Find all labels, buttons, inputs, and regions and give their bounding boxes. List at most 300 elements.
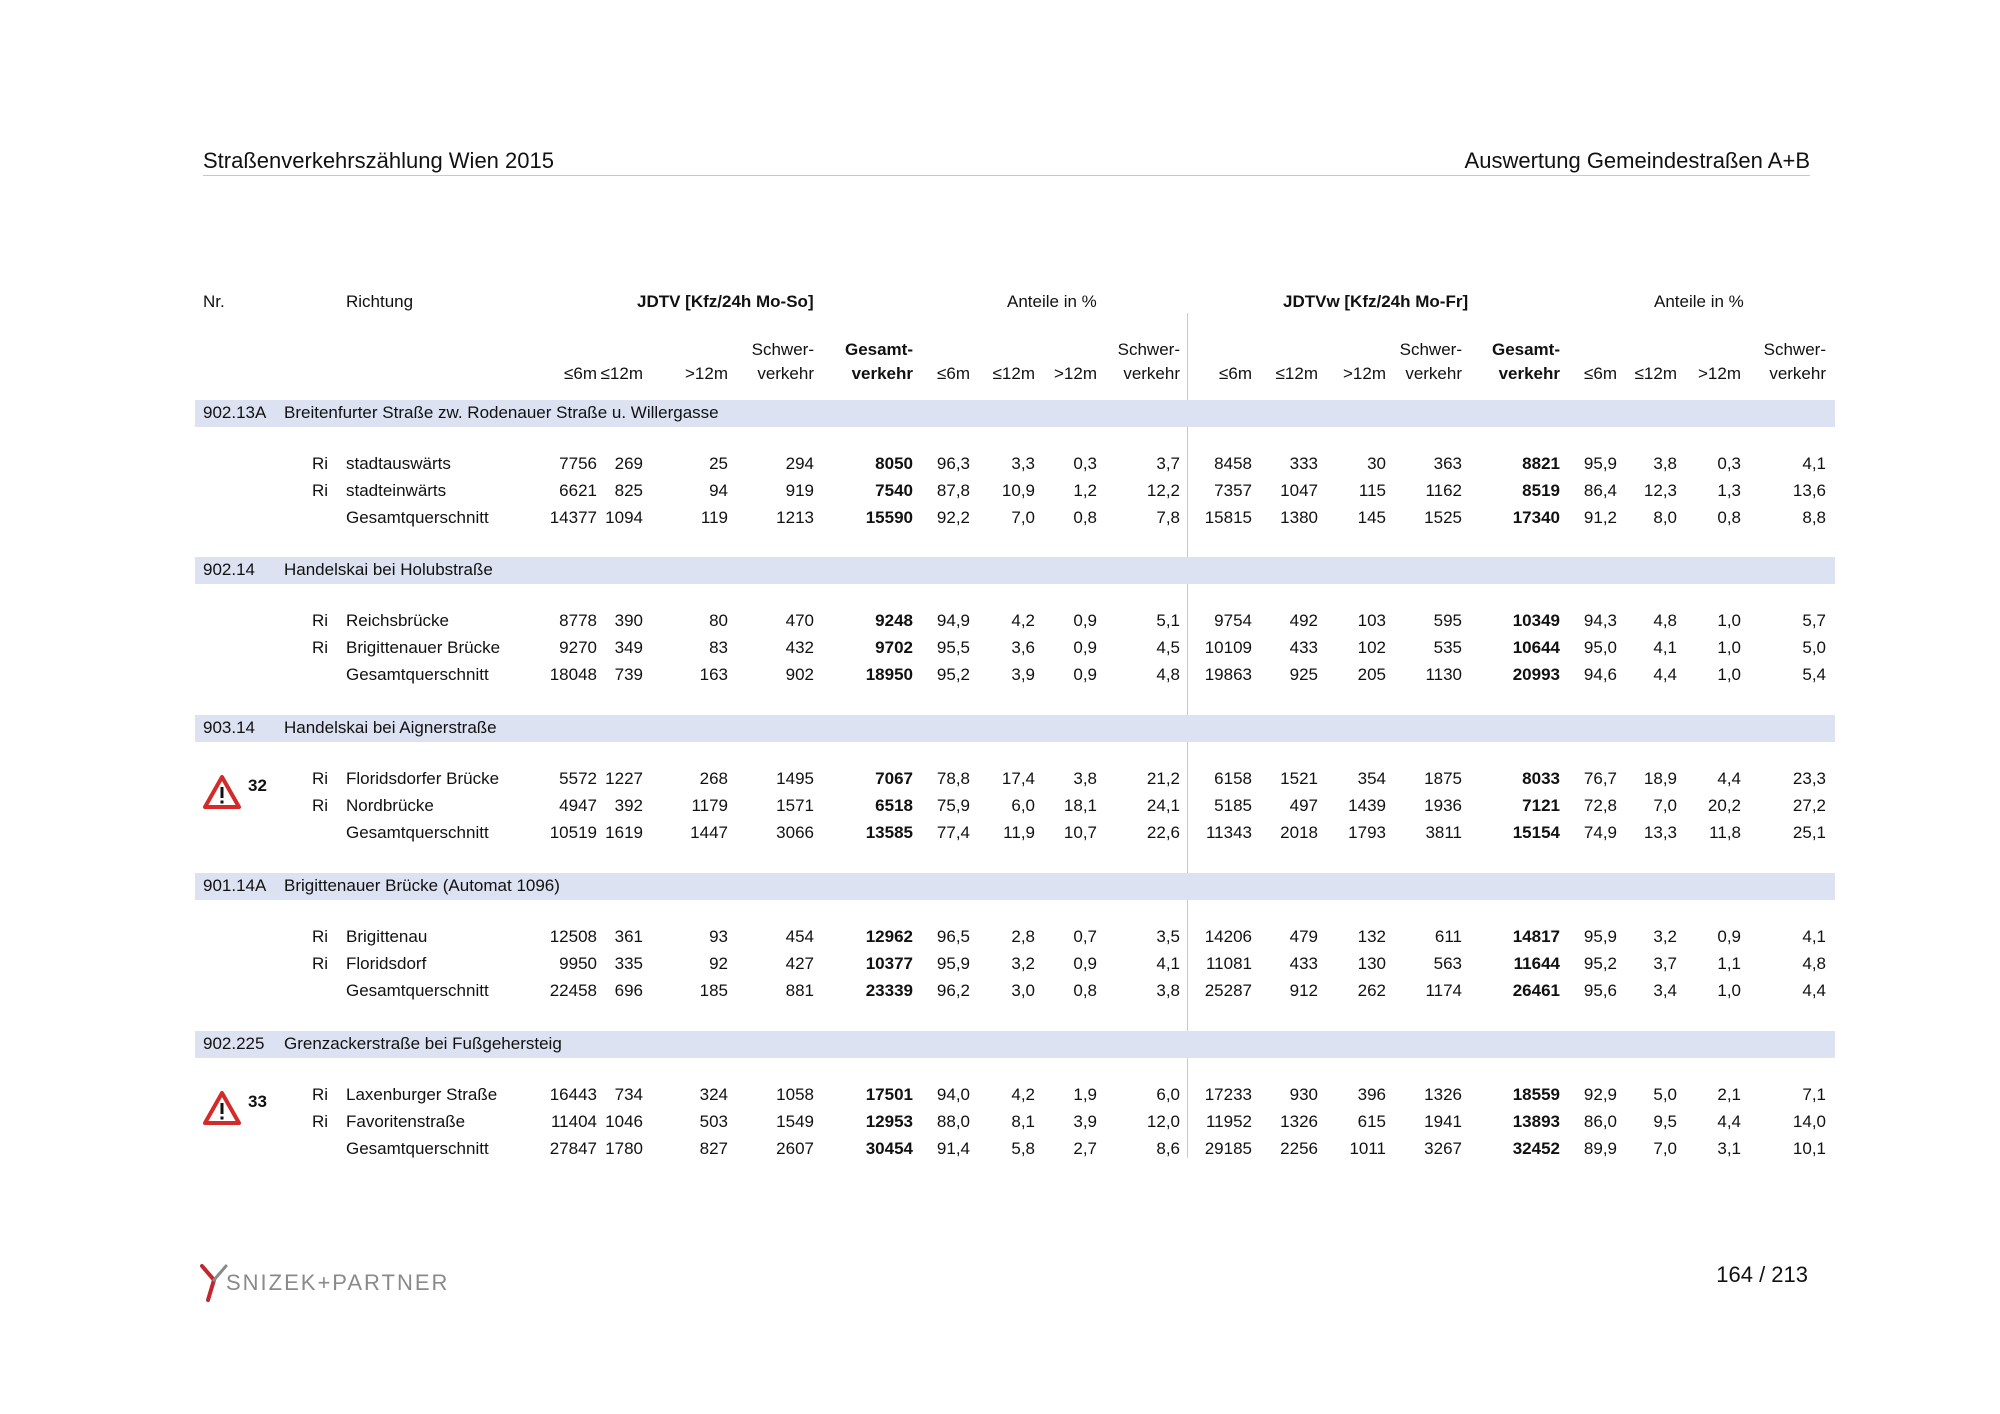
row-value-col5: 96,2 xyxy=(936,981,970,1000)
row-value-col11: 132 xyxy=(1357,927,1386,946)
row-value-col3: 902 xyxy=(785,665,814,684)
row-value-col0: 18048 xyxy=(549,665,597,684)
row-value-col10: 1326 xyxy=(1280,1112,1318,1131)
row-value-col6: 4,2 xyxy=(1011,611,1035,630)
row-value-col9: 10109 xyxy=(1204,638,1252,657)
row-value-col3: 432 xyxy=(785,638,814,657)
row-value-col7: 1,9 xyxy=(1073,1085,1097,1104)
row-value-col13: 7121 xyxy=(1522,796,1560,815)
table-row xyxy=(195,1083,1835,1109)
row-value-col13: 32452 xyxy=(1512,1139,1560,1158)
row-value-col5: 96,5 xyxy=(936,927,970,946)
row-value-col5: 87,8 xyxy=(936,481,970,500)
row-value-col16: 20,2 xyxy=(1707,796,1741,815)
row-value-col11: 396 xyxy=(1357,1085,1386,1104)
row-value-col12: 563 xyxy=(1433,954,1462,973)
row-value-col12: 363 xyxy=(1433,454,1462,473)
row-value-col12: 611 xyxy=(1434,927,1462,946)
row-value-col16: 1,0 xyxy=(1717,981,1741,1000)
row-value-col5: 95,2 xyxy=(936,665,970,684)
row-value-col12: 1875 xyxy=(1424,769,1462,788)
row-value-col14: 86,0 xyxy=(1583,1112,1617,1131)
row-value-col10: 333 xyxy=(1289,454,1318,473)
subheader-schwer-line1: Schwer- xyxy=(751,340,814,359)
row-direction-prefix: Ri xyxy=(312,1085,329,1104)
row-value-col1: 361 xyxy=(614,927,643,946)
row-value-col7: 2,7 xyxy=(1073,1139,1097,1158)
subheader-gt12: >12m xyxy=(1054,364,1097,383)
row-direction-name: Nordbrücke xyxy=(346,796,434,815)
row-value-col5: 88,0 xyxy=(936,1112,970,1131)
row-value-col16: 1,0 xyxy=(1717,611,1741,630)
subheader-schwer-line2: verkehr xyxy=(757,364,814,383)
row-value-col7: 0,9 xyxy=(1073,611,1097,630)
row-value-col15: 7,0 xyxy=(1653,796,1677,815)
subheader-le6: ≤6m xyxy=(564,364,597,383)
row-value-col4: 17501 xyxy=(865,1085,913,1104)
row-direction-prefix: Ri xyxy=(312,796,329,815)
row-value-col5: 77,4 xyxy=(936,823,970,842)
row-value-col0: 14377 xyxy=(549,508,597,527)
row-value-col16: 4,4 xyxy=(1717,1112,1741,1131)
row-value-col5: 92,2 xyxy=(936,508,970,527)
table-row xyxy=(195,925,1835,951)
row-value-col13: 18559 xyxy=(1512,1085,1560,1104)
row-value-col16: 2,1 xyxy=(1717,1085,1741,1104)
table-row xyxy=(195,452,1835,478)
row-value-col6: 10,9 xyxy=(1001,481,1035,500)
row-value-col10: 433 xyxy=(1289,638,1318,657)
row-value-col11: 1439 xyxy=(1348,796,1386,815)
table-row xyxy=(195,821,1835,847)
row-value-col9: 15815 xyxy=(1204,508,1252,527)
table-row xyxy=(195,1110,1835,1136)
row-value-col16: 0,3 xyxy=(1717,454,1741,473)
row-value-col2: 1447 xyxy=(690,823,728,842)
row-value-col3: 454 xyxy=(785,927,814,946)
table-row xyxy=(195,767,1835,793)
row-value-col11: 30 xyxy=(1367,454,1386,473)
row-value-col8: 6,0 xyxy=(1156,1085,1180,1104)
row-value-col2: 503 xyxy=(699,1112,728,1131)
row-value-col3: 1495 xyxy=(776,769,814,788)
row-value-col8: 8,6 xyxy=(1156,1139,1180,1158)
row-value-col8: 5,1 xyxy=(1156,611,1180,630)
section-nr: 902.14 xyxy=(203,560,255,579)
row-value-col6: 11,9 xyxy=(1003,823,1035,842)
row-value-col5: 96,3 xyxy=(936,454,970,473)
row-value-col13: 15154 xyxy=(1512,823,1560,842)
row-value-col5: 95,9 xyxy=(936,954,970,973)
row-value-col17: 5,7 xyxy=(1802,611,1826,630)
subheader-gt12: >12m xyxy=(1698,364,1741,383)
row-value-col11: 1011 xyxy=(1349,1139,1386,1158)
table-row xyxy=(195,506,1835,532)
row-value-col4: 23339 xyxy=(865,981,913,1000)
document-subtitle: Auswertung Gemeindestraßen A+B xyxy=(1464,148,1810,173)
row-value-col15: 8,0 xyxy=(1653,508,1677,527)
warning-number: 33 xyxy=(248,1092,267,1111)
row-value-col2: 268 xyxy=(699,769,728,788)
row-value-col14: 94,6 xyxy=(1583,665,1617,684)
section-header xyxy=(195,400,1835,427)
row-value-col17: 14,0 xyxy=(1792,1112,1826,1131)
row-value-col4: 9248 xyxy=(875,611,913,630)
row-value-col7: 1,2 xyxy=(1073,481,1097,500)
row-value-col4: 12953 xyxy=(865,1112,913,1131)
row-direction-name: Laxenburger Straße xyxy=(346,1085,498,1104)
row-value-col7: 0,8 xyxy=(1073,508,1097,527)
col-header-nr: Nr. xyxy=(203,292,225,311)
row-direction-prefix: Ri xyxy=(312,954,329,973)
row-value-col12: 1162 xyxy=(1425,481,1462,500)
row-value-col14: 95,9 xyxy=(1583,927,1617,946)
row-value-col9: 11343 xyxy=(1205,823,1252,842)
section-header xyxy=(195,873,1835,900)
row-value-col17: 10,1 xyxy=(1792,1139,1826,1158)
table-row xyxy=(195,479,1835,505)
row-value-col15: 13,3 xyxy=(1643,823,1677,842)
row-value-col16: 1,3 xyxy=(1717,481,1741,500)
row-value-col16: 0,8 xyxy=(1717,508,1741,527)
row-value-col1: 269 xyxy=(614,454,643,473)
row-direction-prefix: Ri xyxy=(312,611,329,630)
row-value-col11: 262 xyxy=(1357,981,1386,1000)
row-value-col13: 8033 xyxy=(1522,769,1560,788)
row-value-col10: 2018 xyxy=(1280,823,1318,842)
row-value-col15: 3,4 xyxy=(1653,981,1677,1000)
row-value-col12: 1941 xyxy=(1424,1112,1462,1131)
col-header-richtung: Richtung xyxy=(346,292,414,311)
row-value-col9: 8458 xyxy=(1214,454,1252,473)
row-value-col8: 4,5 xyxy=(1156,638,1180,657)
row-direction-name: stadtauswärts xyxy=(346,454,451,473)
row-value-col15: 4,1 xyxy=(1653,638,1677,657)
row-value-col12: 1130 xyxy=(1425,665,1462,684)
row-value-col16: 0,9 xyxy=(1717,927,1741,946)
row-value-col17: 4,1 xyxy=(1802,927,1826,946)
row-value-col4: 6518 xyxy=(875,796,913,815)
row-value-col3: 1213 xyxy=(776,508,814,527)
row-value-col8: 4,8 xyxy=(1156,665,1180,684)
row-value-col4: 18950 xyxy=(865,665,913,684)
row-value-col10: 1380 xyxy=(1280,508,1318,527)
row-value-col9: 11952 xyxy=(1205,1112,1252,1131)
row-value-col8: 12,2 xyxy=(1146,481,1180,500)
section-header xyxy=(195,1031,1835,1058)
row-value-col17: 27,2 xyxy=(1792,796,1826,815)
row-value-col12: 1326 xyxy=(1424,1085,1462,1104)
subheader-le6: ≤6m xyxy=(1584,364,1617,383)
logo-text: SNIZEK+PARTNER xyxy=(226,1270,450,1295)
section-title: Breitenfurter Straße zw. Rodenauer Straße u. Willergasse xyxy=(284,403,719,422)
subheader-schwer-line2: verkehr xyxy=(1123,364,1180,383)
row-value-col3: 294 xyxy=(785,454,814,473)
row-value-col17: 7,1 xyxy=(1802,1085,1826,1104)
row-direction-name: Gesamtquerschnitt xyxy=(346,823,489,842)
subheader-schwer-line1: Schwer- xyxy=(1117,340,1180,359)
row-value-col6: 2,8 xyxy=(1011,927,1035,946)
row-value-col8: 12,0 xyxy=(1146,1112,1180,1131)
row-value-col9: 5185 xyxy=(1214,796,1252,815)
row-value-col8: 3,8 xyxy=(1156,981,1180,1000)
row-value-col2: 94 xyxy=(709,481,728,500)
row-value-col3: 3066 xyxy=(776,823,814,842)
row-value-col0: 27847 xyxy=(549,1139,597,1158)
row-value-col4: 15590 xyxy=(865,508,913,527)
row-value-col6: 7,0 xyxy=(1011,508,1035,527)
row-value-col5: 91,4 xyxy=(936,1139,970,1158)
row-value-col5: 95,5 xyxy=(936,638,970,657)
row-value-col14: 91,2 xyxy=(1583,508,1617,527)
row-value-col3: 2607 xyxy=(776,1139,814,1158)
table-row xyxy=(195,609,1835,635)
row-value-col5: 94,9 xyxy=(936,611,970,630)
row-value-col9: 11081 xyxy=(1205,954,1252,973)
row-value-col15: 4,4 xyxy=(1653,665,1677,684)
row-value-col5: 78,8 xyxy=(936,769,970,788)
row-value-col7: 3,9 xyxy=(1073,1112,1097,1131)
row-value-col16: 4,4 xyxy=(1717,769,1741,788)
page-number: 164 / 213 xyxy=(1716,1262,1808,1287)
row-value-col17: 5,4 xyxy=(1802,665,1826,684)
section-title: Handelskai bei Holubstraße xyxy=(284,560,493,579)
table-row xyxy=(195,663,1835,689)
row-value-col15: 7,0 xyxy=(1653,1139,1677,1158)
subheader-gt12: >12m xyxy=(1343,364,1386,383)
row-value-col0: 10519 xyxy=(549,823,597,842)
row-value-col11: 205 xyxy=(1357,665,1386,684)
row-value-col0: 9950 xyxy=(559,954,597,973)
row-value-col6: 3,9 xyxy=(1011,665,1035,684)
row-value-col9: 6158 xyxy=(1214,769,1252,788)
row-direction-name: Brigittenau xyxy=(346,927,428,946)
row-value-col10: 492 xyxy=(1289,611,1318,630)
row-value-col4: 9702 xyxy=(875,638,913,657)
row-direction-name: Favoritenstraße xyxy=(346,1112,466,1131)
row-value-col1: 696 xyxy=(614,981,643,1000)
row-value-col0: 11404 xyxy=(550,1112,597,1131)
subheader-gesamt-line2: verkehr xyxy=(1498,364,1560,383)
row-value-col17: 4,8 xyxy=(1802,954,1826,973)
row-value-col0: 5572 xyxy=(559,769,597,788)
row-value-col14: 86,4 xyxy=(1583,481,1617,500)
row-value-col1: 392 xyxy=(614,796,643,815)
row-direction-prefix: Ri xyxy=(312,638,329,657)
row-direction-name: Reichsbrücke xyxy=(346,611,449,630)
row-value-col15: 18,9 xyxy=(1643,769,1677,788)
section-header xyxy=(195,557,1835,584)
row-direction-prefix: Ri xyxy=(312,769,329,788)
header-rule xyxy=(203,175,1810,176)
section-title: Handelskai bei Aignerstraße xyxy=(284,718,497,737)
row-value-col16: 1,0 xyxy=(1717,665,1741,684)
subheader-le12: ≤12m xyxy=(1275,364,1318,383)
row-value-col7: 0,9 xyxy=(1073,954,1097,973)
row-value-col4: 8050 xyxy=(875,454,913,473)
row-value-col6: 3,2 xyxy=(1011,954,1035,973)
row-value-col1: 825 xyxy=(614,481,643,500)
row-value-col16: 3,1 xyxy=(1717,1139,1741,1158)
subheader-le12: ≤12m xyxy=(992,364,1035,383)
row-value-col9: 17233 xyxy=(1204,1085,1252,1104)
row-value-col1: 1046 xyxy=(605,1112,643,1131)
row-value-col17: 25,1 xyxy=(1792,823,1826,842)
row-value-col4: 30454 xyxy=(865,1139,913,1158)
row-value-col12: 1525 xyxy=(1424,508,1462,527)
row-value-col8: 22,6 xyxy=(1146,823,1180,842)
row-value-col17: 4,4 xyxy=(1802,981,1826,1000)
subheader-le6: ≤6m xyxy=(1219,364,1252,383)
row-value-col0: 16443 xyxy=(549,1085,597,1104)
subheader-gt12: >12m xyxy=(685,364,728,383)
row-value-col11: 115 xyxy=(1358,481,1386,500)
row-value-col2: 93 xyxy=(709,927,728,946)
row-value-col13: 26461 xyxy=(1512,981,1560,1000)
table-row xyxy=(195,979,1835,1005)
subheader-le6: ≤6m xyxy=(937,364,970,383)
table-row xyxy=(195,794,1835,820)
row-value-col15: 5,0 xyxy=(1653,1085,1677,1104)
row-value-col9: 14206 xyxy=(1204,927,1252,946)
row-value-col4: 7067 xyxy=(875,769,913,788)
row-value-col6: 3,0 xyxy=(1011,981,1035,1000)
row-value-col4: 10377 xyxy=(865,954,913,973)
row-value-col5: 75,9 xyxy=(936,796,970,815)
row-value-col17: 4,1 xyxy=(1802,454,1826,473)
row-value-col10: 2256 xyxy=(1280,1139,1318,1158)
row-value-col13: 20993 xyxy=(1512,665,1560,684)
row-direction-prefix: Ri xyxy=(312,927,329,946)
row-value-col8: 3,5 xyxy=(1156,927,1180,946)
row-value-col7: 0,8 xyxy=(1073,981,1097,1000)
row-value-col17: 23,3 xyxy=(1792,769,1826,788)
section-nr: 902.225 xyxy=(203,1034,265,1053)
row-value-col11: 354 xyxy=(1357,769,1386,788)
subheader-schwer-line2: verkehr xyxy=(1405,364,1462,383)
col-header-anteile-1: Anteile in % xyxy=(1007,292,1097,311)
row-value-col7: 0,3 xyxy=(1073,454,1097,473)
row-value-col7: 3,8 xyxy=(1073,769,1097,788)
row-value-col11: 1793 xyxy=(1348,823,1386,842)
row-value-col1: 734 xyxy=(614,1085,643,1104)
row-value-col15: 12,3 xyxy=(1643,481,1677,500)
row-value-col0: 8778 xyxy=(559,611,597,630)
col-header-jdtvw: JDTVw [Kfz/24h Mo-Fr] xyxy=(1283,292,1469,311)
row-value-col14: 74,9 xyxy=(1583,823,1617,842)
row-value-col10: 497 xyxy=(1289,796,1318,815)
row-value-col10: 925 xyxy=(1289,665,1318,684)
row-value-col12: 1936 xyxy=(1424,796,1462,815)
row-value-col7: 0,7 xyxy=(1073,927,1097,946)
table-row xyxy=(195,952,1835,978)
row-value-col8: 7,8 xyxy=(1156,508,1180,527)
row-value-col0: 4947 xyxy=(559,796,597,815)
row-value-col14: 94,3 xyxy=(1583,611,1617,630)
row-value-col10: 1047 xyxy=(1280,481,1318,500)
row-direction-name: stadteinwärts xyxy=(346,481,447,500)
row-value-col14: 95,9 xyxy=(1583,454,1617,473)
row-value-col7: 10,7 xyxy=(1063,823,1097,842)
company-logo xyxy=(200,1262,500,1302)
row-value-col14: 92,9 xyxy=(1583,1085,1617,1104)
col-header-anteile-2: Anteile in % xyxy=(1654,292,1744,311)
row-value-col13: 11644 xyxy=(1513,954,1560,973)
section-nr: 901.14A xyxy=(203,876,267,895)
subheader-gesamt-line2: verkehr xyxy=(851,364,913,383)
row-value-col6: 8,1 xyxy=(1011,1112,1035,1131)
row-value-col3: 470 xyxy=(785,611,814,630)
row-value-col6: 3,3 xyxy=(1011,454,1035,473)
row-value-col7: 18,1 xyxy=(1063,796,1097,815)
subheader-schwer-line1: Schwer- xyxy=(1399,340,1462,359)
row-value-col14: 89,9 xyxy=(1583,1139,1617,1158)
table-row xyxy=(195,1137,1835,1163)
row-value-col17: 5,0 xyxy=(1802,638,1826,657)
row-value-col10: 930 xyxy=(1289,1085,1318,1104)
row-value-col16: 11,8 xyxy=(1709,823,1741,842)
row-value-col13: 10349 xyxy=(1512,611,1560,630)
section-nr: 903.14 xyxy=(203,718,255,737)
row-value-col6: 4,2 xyxy=(1011,1085,1035,1104)
row-value-col12: 535 xyxy=(1433,638,1462,657)
subheader-schwer-line2: verkehr xyxy=(1769,364,1826,383)
row-direction-prefix: Ri xyxy=(312,1112,329,1131)
row-value-col1: 390 xyxy=(614,611,643,630)
row-value-col15: 3,2 xyxy=(1653,927,1677,946)
row-direction-name: Floridsdorf xyxy=(346,954,427,973)
row-value-col6: 5,8 xyxy=(1011,1139,1035,1158)
row-value-col13: 14817 xyxy=(1512,927,1560,946)
row-value-col2: 827 xyxy=(699,1139,728,1158)
row-value-col0: 6621 xyxy=(559,481,597,500)
row-value-col13: 17340 xyxy=(1512,508,1560,527)
row-value-col0: 7756 xyxy=(559,454,597,473)
row-value-col12: 3267 xyxy=(1424,1139,1462,1158)
row-value-col2: 25 xyxy=(709,454,728,473)
row-direction-name: Gesamtquerschnitt xyxy=(346,665,489,684)
row-value-col4: 7540 xyxy=(875,481,913,500)
row-value-col12: 595 xyxy=(1433,611,1462,630)
row-value-col3: 1058 xyxy=(776,1085,814,1104)
row-value-col14: 72,8 xyxy=(1583,796,1617,815)
row-value-col14: 95,0 xyxy=(1583,638,1617,657)
row-value-col2: 185 xyxy=(699,981,728,1000)
row-value-col11: 103 xyxy=(1357,611,1386,630)
subheader-le12: ≤12m xyxy=(600,364,643,383)
row-value-col12: 3811 xyxy=(1425,823,1462,842)
row-value-col2: 119 xyxy=(700,508,728,527)
row-value-col14: 95,6 xyxy=(1583,981,1617,1000)
row-value-col1: 1094 xyxy=(605,508,643,527)
row-value-col3: 1549 xyxy=(776,1112,814,1131)
row-value-col10: 1521 xyxy=(1280,769,1318,788)
row-value-col7: 0,9 xyxy=(1073,665,1097,684)
section-nr: 902.13A xyxy=(203,403,267,422)
row-direction-prefix: Ri xyxy=(312,481,329,500)
row-value-col8: 24,1 xyxy=(1146,796,1180,815)
row-value-col9: 25287 xyxy=(1204,981,1252,1000)
row-value-col4: 13585 xyxy=(865,823,913,842)
row-value-col2: 163 xyxy=(699,665,728,684)
subheader-le12: ≤12m xyxy=(1634,364,1677,383)
row-value-col2: 92 xyxy=(709,954,728,973)
row-value-col9: 9754 xyxy=(1214,611,1252,630)
row-value-col3: 1571 xyxy=(776,796,814,815)
section-title: Brigittenauer Brücke (Automat 1096) xyxy=(284,876,560,895)
row-value-col4: 12962 xyxy=(865,927,913,946)
row-value-col7: 0,9 xyxy=(1073,638,1097,657)
